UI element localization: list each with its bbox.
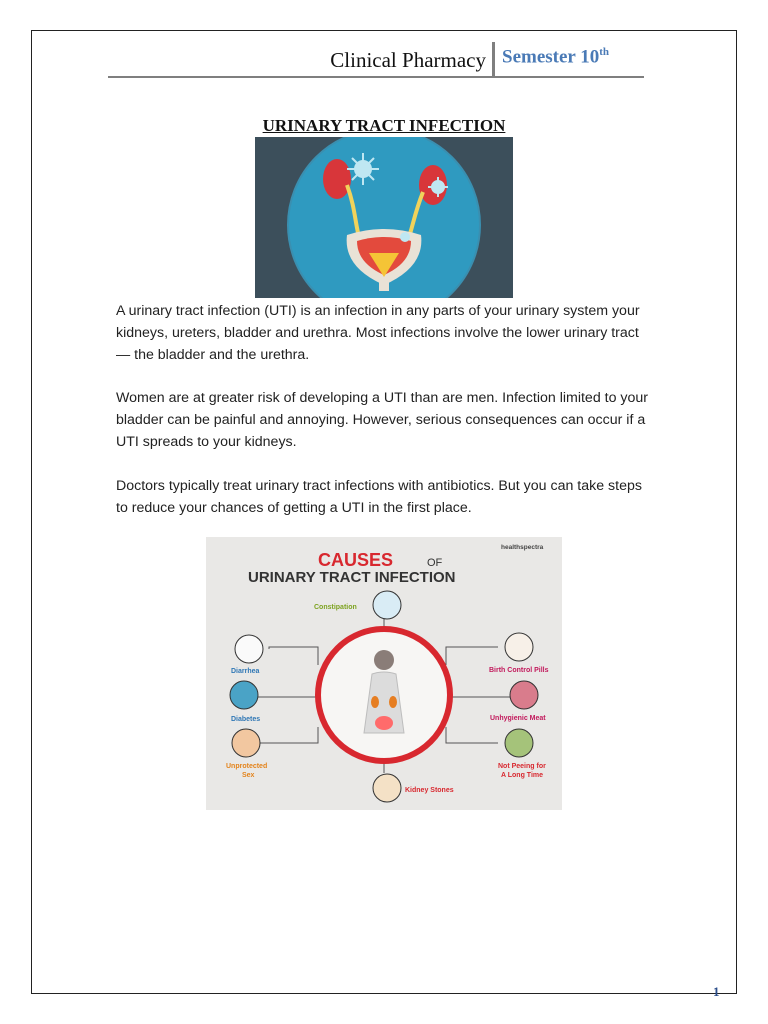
page-header bbox=[108, 42, 644, 78]
page-number: 1 bbox=[713, 984, 720, 999]
cause-constipation: Constipation bbox=[314, 604, 357, 611]
infographic-heading-causes: CAUSES bbox=[318, 550, 394, 570]
semester-text: Semester 10 bbox=[502, 46, 600, 68]
header-rule bbox=[108, 76, 644, 78]
paragraph-treatment: Doctors typically treat urinary tract infections with antibiotics. But you can take steps to reduce your chances of getting a UTI in the first place. bbox=[116, 478, 642, 516]
paragraph-risk: Women are at greater risk of developing a UTI than are men. Infection limited to your bladder can be painful and annoying. However, serious consequences can occur if a UTI spreads to your kidneys. bbox=[116, 390, 649, 450]
infographic-heading-of: OF bbox=[427, 557, 443, 569]
cause-unhygienic-meat: Unhygienic Meat bbox=[490, 715, 546, 722]
infographic-heading-sub: URINARY TRACT INFECTION bbox=[248, 569, 456, 586]
urinary-tract-illustration bbox=[255, 137, 513, 298]
header-divider bbox=[492, 42, 495, 76]
cause-not-peeing-line2: A Long Time bbox=[501, 772, 543, 779]
semester-suffix: th bbox=[599, 46, 610, 58]
cause-birth-control: Birth Control Pills bbox=[489, 667, 549, 674]
cause-diarrhea: Diarrhea bbox=[231, 668, 260, 675]
causes-infographic bbox=[206, 537, 562, 810]
paragraph-intro: A urinary tract infection (UTI) is an infection in any parts of your urinary system your kidneys, ureters, bladder and urethra. Most infections involve the lower urinary tract — the bladder and the urethra. bbox=[116, 303, 640, 363]
cause-kidney-stones: Kidney Stones bbox=[405, 787, 454, 794]
infographic-brand: healthspectra bbox=[501, 544, 544, 551]
cause-diabetes: Diabetes bbox=[231, 716, 261, 723]
cause-unprotected-line1: Unprotected bbox=[226, 763, 268, 770]
course-title: Clinical Pharmacy bbox=[330, 48, 486, 72]
page-title: URINARY TRACT INFECTION bbox=[262, 116, 506, 135]
cause-not-peeing-line1: Not Peeing for bbox=[498, 763, 546, 770]
cause-unprotected-line2: Sex bbox=[242, 772, 255, 779]
semester-label bbox=[502, 46, 609, 68]
